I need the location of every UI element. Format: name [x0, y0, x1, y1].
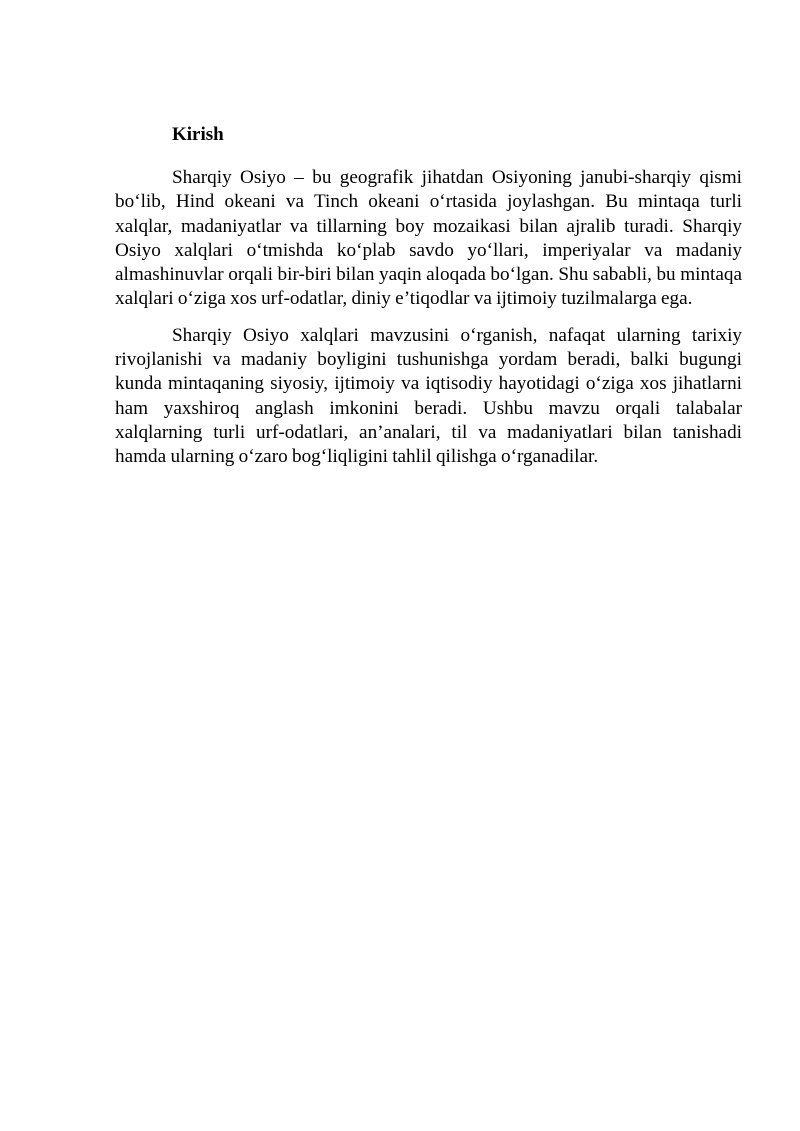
document-body — [115, 122, 742, 482]
paragraph-topic-study: Sharqiy Osiyo xalqlari mavzusini o‘rganish, nafaqat ularning tarixiy rivojlanishi va madaniy boyligini tushunishga yordam beradi, balki bugungi kunda mintaqaning siyosiy, ijtimoiy va iqtisodiy hayotidagi o‘ziga xos jihatlarni ham yaxshiroq anglash imkonini beradi. Ushbu mavzu orqali talabalar xalqlarning turli urf-odatlari, an’analari, til va madaniyatlari bilan tanishadi hamda ularning o‘zaro bog‘liqligini tahlil qilishga o‘rganadilar. — [115, 324, 742, 468]
section-heading: Kirish — [172, 124, 224, 145]
paragraph-introduction: Sharqiy Osiyo – bu geografik jihatdan Osiyoning janubi-sharqiy qismi bo‘lib, Hind okeani va Tinch okeani o‘rtasida joylashgan. Bu mintaqa turli xalqlar, madaniyatlar va tillarning boy mozaikasi bilan ajralib turadi. Sharqiy Osiyo xalqlari o‘tmishda ko‘plab savdo yo‘llari, imperiyalar va madaniy almashinuvlar orqali bir-biri bilan yaqin aloqada bo‘lgan. Shu sababli, bu mintaqa xalqlari o‘ziga xos urf-odatlar, diniy e’tiqodlar va ijtimoiy tuzilmalarga ega. — [115, 167, 742, 310]
